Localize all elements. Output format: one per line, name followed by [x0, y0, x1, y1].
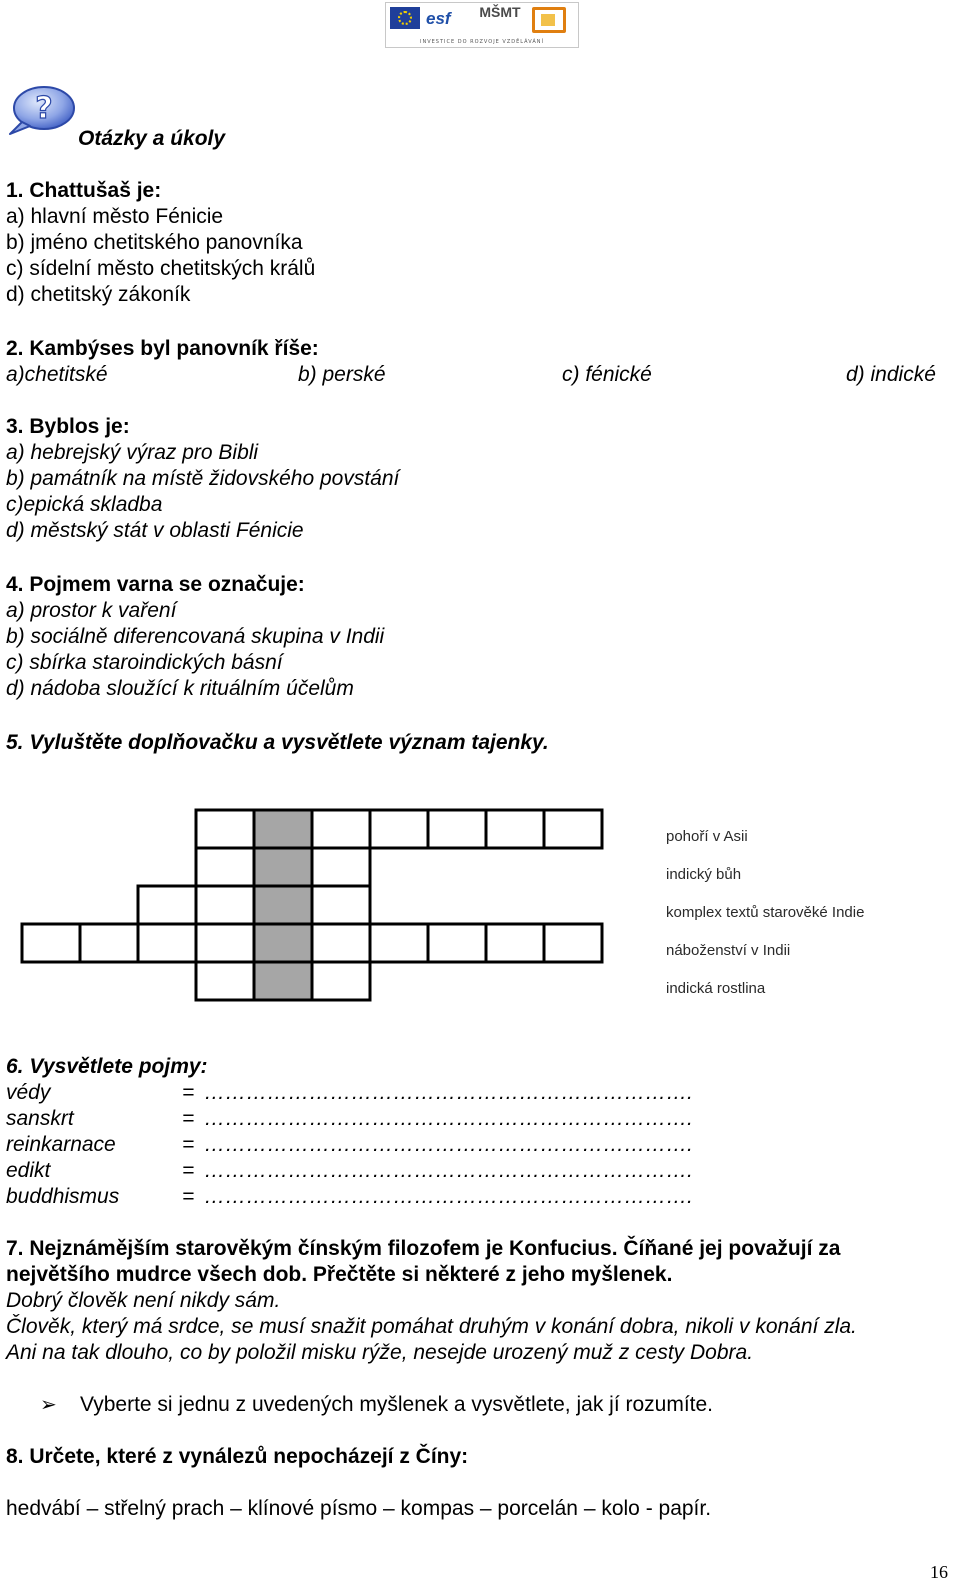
answer-blank: ……………………………………………………………. [204, 1159, 693, 1182]
answer-blank: ……………………………………………………………. [204, 1133, 693, 1156]
question-7-title-continued: největšího mudrce všech dob. Přečtěte si některé z jeho myšlenek. [6, 1263, 673, 1286]
question-4-title: 4. Pojmem varna se označuje: [6, 573, 305, 596]
question-3-title: 3. Byblos je: [6, 415, 130, 438]
crossword-clue: indický bůh [666, 866, 742, 883]
question-2-option: a)chetitské [6, 363, 108, 386]
question-mark-icon [6, 84, 76, 138]
equals-sign: = [182, 1159, 195, 1182]
crossword-clue: komplex textů starověké Indie [666, 904, 865, 921]
answer-blank: ……………………………………………………………. [204, 1107, 693, 1130]
question-6-title: 6. Vysvětlete pojmy: [6, 1055, 208, 1078]
crossword-row-4 [22, 924, 602, 962]
question-2-option: d) indické [846, 363, 936, 386]
question-7-task: Vyberte si jednu z uvedených myšlenek a vysvětlete, jak jí rozumíte. [80, 1393, 714, 1416]
esf-logo: esf [426, 9, 451, 28]
crossword-clue: indická rostlina [666, 980, 766, 997]
crossword-clue: náboženství v Indii [666, 942, 791, 959]
msmt-logo: MŠMT [479, 4, 521, 20]
equals-sign: = [182, 1107, 195, 1130]
term-label: sanskrt [6, 1107, 74, 1130]
header-logo-strip [385, 2, 579, 48]
question-1-title: 1. Chattušaš je: [6, 179, 162, 202]
question-2-title: 2. Kambýses byl panovník říše: [6, 337, 319, 360]
answer-blank: ……………………………………………………………. [204, 1081, 693, 1104]
equals-sign: = [182, 1133, 195, 1156]
section-title: Otázky a úkoly [78, 127, 226, 150]
question-4-option: b) sociálně diferencovaná skupina v Indii [6, 625, 385, 648]
arrow-bullet-icon: ➢ [40, 1394, 57, 1416]
question-7-title: 7. Nejznámějším starověkým čínským filozofem je Konfucius. Číňané jej považují za [6, 1237, 841, 1260]
crossword-row-1 [196, 810, 602, 848]
confucius-quote: Ani na tak dlouho, co by položil misku rýže, nesejde urozený muž z cesty Dobra. [6, 1341, 754, 1364]
equals-sign: = [182, 1081, 195, 1104]
crossword-row-2 [196, 848, 370, 886]
question-1-option: d) chetitský zákoník [6, 283, 191, 306]
logo-caption: INVESTICE DO ROZVOJE VZDĚLÁVÁNÍ [419, 39, 545, 45]
term-label: reinkarnace [6, 1133, 116, 1156]
svg-text:?: ? [35, 91, 53, 126]
question-4-option: d) nádoba sloužící k rituálním účelům [6, 677, 354, 700]
question-3-option: a) hebrejský výraz pro Bibli [6, 441, 259, 464]
question-1-option: a) hlavní město Fénicie [6, 205, 224, 228]
question-1-option: c) sídelní město chetitských králů [6, 257, 316, 280]
crossword-row-5 [196, 962, 370, 1000]
term-label: védy [6, 1081, 51, 1104]
confucius-quote: Dobrý člověk není nikdy sám. [6, 1289, 281, 1312]
question-3-option: d) městský stát v oblasti Fénicie [6, 519, 304, 542]
term-label: buddhismus [6, 1185, 120, 1208]
term-label: edikt [6, 1159, 51, 1182]
question-5-title: 5. Vyluštěte doplňovačku a vysvětlete význam tajenky. [6, 731, 549, 754]
question-2-option: c) fénické [562, 363, 652, 386]
crossword-row-3 [138, 886, 370, 924]
confucius-quote: Člověk, který má srdce, se musí snažit pomáhat druhým v konání dobra, nikoli v konání zla. [6, 1315, 857, 1338]
page-number: 16 [930, 1562, 948, 1582]
question-3-option: b) památník na místě židovského povstání [6, 467, 400, 490]
question-8-title: 8. Určete, které z vynálezů nepocházejí z Číny: [6, 1445, 469, 1468]
question-1-option: b) jméno chetitského panovníka [6, 231, 303, 254]
eu-flag-logo [390, 7, 420, 29]
question-4-option: a) prostor k vaření [6, 599, 177, 622]
equals-sign: = [182, 1185, 195, 1208]
question-2-option: b) perské [298, 363, 386, 386]
question-3-option: c)epická skladba [6, 493, 163, 516]
crossword-clue: pohoří v Asii [666, 828, 748, 845]
question-4-option: c) sbírka staroindických básní [6, 651, 283, 674]
answer-blank: ……………………………………………………………. [204, 1185, 693, 1208]
op-vk-logo [532, 7, 566, 33]
question-8-items: hedvábí – střelný prach – klínové písmo – kompas – porcelán – kolo - papír. [6, 1497, 712, 1520]
